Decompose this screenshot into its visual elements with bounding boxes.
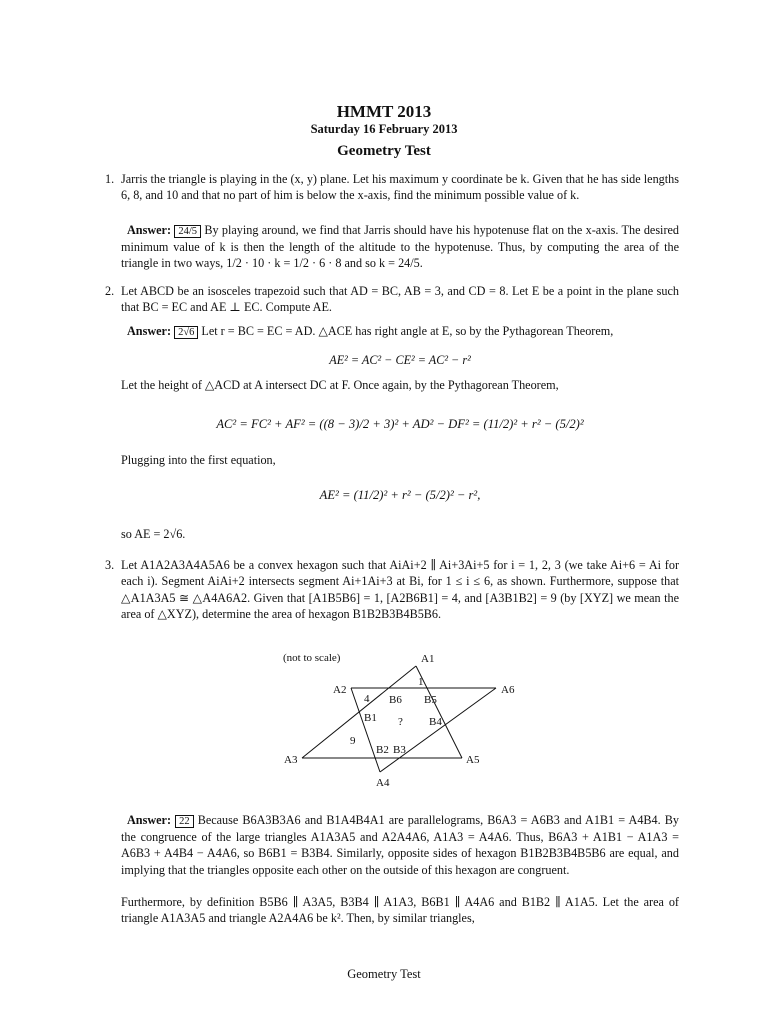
problem-3-text: Let A1A2A3A4A5A6 be a convex hexagon such that AiAi+2 ∥ Ai+3Ai+5 for i = 1, 2, 3 (we take Ai+6 = Ai for each i). Segment AiAi+2 intersects segment Ai+1Ai+3 at Bi, for 1 ≤ i ≤ 6, as shown. Furthermore, suppose that △A1A3A5 ≅ △A4A6A2. Given that [A1B5B6] = 1, [A2B6B1] = 4, and [A3B1B2] = 9 (by [XYZ] we mean the area of △XYZ), determine the area of hexagon B1B2B3B4B5B6. <box>121 558 679 622</box>
label-b1: B1 <box>364 712 377 724</box>
label-a6: A6 <box>501 684 515 696</box>
problem-2-mid-text: Let the height of △ACD at A intersect DC at F. Once again, by the Pythagorean Theorem, <box>121 378 559 392</box>
label-b2: B2 <box>376 744 389 756</box>
answer-label: Answer: <box>127 223 172 237</box>
problem-2-plug-text: Plugging into the first equation, <box>121 453 276 467</box>
page-footer: Geometry Test <box>347 967 421 981</box>
hexagon-figure <box>0 645 768 795</box>
region-label-9: 9 <box>350 735 356 747</box>
problem-3-solution-continued: Furthermore, by definition B5B6 ∥ A3A5, B3B4 ∥ A1A3, B6B1 ∥ A4A6 and B1B2 ∥ A1A5. Let the area of triangle A1A3A5 and triangle A2A4A6 be k². Then, by similar triangles, <box>121 895 679 926</box>
answer-box: 2√6 <box>174 326 198 339</box>
answer-label: Answer: <box>127 324 172 338</box>
label-b5: B5 <box>424 694 437 706</box>
problem-2-text: Let ABCD be an isosceles trapezoid such that AD = BC, AB = 3, and CD = 8. Let E be a point in the plane such that BC = EC and AE ⊥ EC. Compute AE. <box>121 284 679 315</box>
label-a5: A5 <box>466 754 480 766</box>
test-subject: Geometry Test <box>337 143 431 159</box>
problem-2-conclusion: so AE = 2√6. <box>121 527 186 541</box>
problem-3-number: 3. <box>105 558 115 572</box>
problem-3-solution <box>121 812 679 878</box>
problem-2-number: 2. <box>105 284 115 298</box>
label-a4: A4 <box>376 777 390 789</box>
contest-date: Saturday 16 February 2013 <box>310 122 458 136</box>
answer-label: Answer: <box>127 813 172 827</box>
region-label-1: 1 <box>418 676 424 688</box>
problem-2-solution <box>121 323 679 340</box>
answer-box: 24/5 <box>174 225 201 238</box>
label-a3: A3 <box>284 754 298 766</box>
label-a1: A1 <box>421 653 435 665</box>
answer-box: 22 <box>175 815 194 828</box>
region-label-4: 4 <box>364 693 370 705</box>
problem-1-text: Jarris the triangle is playing in the (x, y) plane. Let his maximum y coordinate be k. Given that he has side lengths 6, 8, and 10 and that no part of him is below the x-axis, find the minimum possible value of k. <box>121 172 679 203</box>
solution-text: By playing around, we find that Jarris should have his hypotenuse flat on the x-axis. The desired minimum value of k is then the length of the altitude to the hypotenuse. Thus, by computing the area of the triangle in two ways, 1/2 · 10 · k = 1/2 · 6 · 8 and so k = 24/5. <box>121 223 680 271</box>
equation-1: AE² = AC² − CE² = AC² − r² <box>329 353 471 367</box>
problem-1-solution <box>121 222 679 272</box>
equation-2: AC² = FC² + AF² = ((8 − 3)/2 + 3)² + AD² − DF² = (11/2)² + r² − (5/2)² <box>216 417 584 431</box>
problem-1-number: 1. <box>105 172 115 186</box>
page-title: HMMT 2013 <box>336 102 432 121</box>
label-b3: B3 <box>393 744 406 756</box>
label-b4: B4 <box>429 716 442 728</box>
equation-3: AE² = (11/2)² + r² − (5/2)² − r², <box>319 488 481 502</box>
solution-text: Let r = BC = EC = AD. △ACE has right angle at E, so by the Pythagorean Theorem, <box>201 324 614 338</box>
solution-text: Because B6A3B3A6 and B1A4B4A1 are parallelograms, B6A3 = A6B3 and A1B1 = A4B4. By the congruence of the large triangles A1A3A5 and A2A4A6, A1A3 = A4A6. Thus, B6A3 + A1B1 − A1A3 = A6B3 + A4B4 − A4A6, so B6B1 = B3B4. Similarly, opposite sides of hexagon B1B2B3B4B5B6 are equal, and implying that the triangles opposite each other on the outside of this hexagon are congruent. <box>121 813 679 877</box>
region-label-unknown: ? <box>398 716 403 728</box>
figure-caption: (not to scale) <box>283 652 341 664</box>
label-a2: A2 <box>333 684 347 696</box>
label-b6: B6 <box>389 694 402 706</box>
